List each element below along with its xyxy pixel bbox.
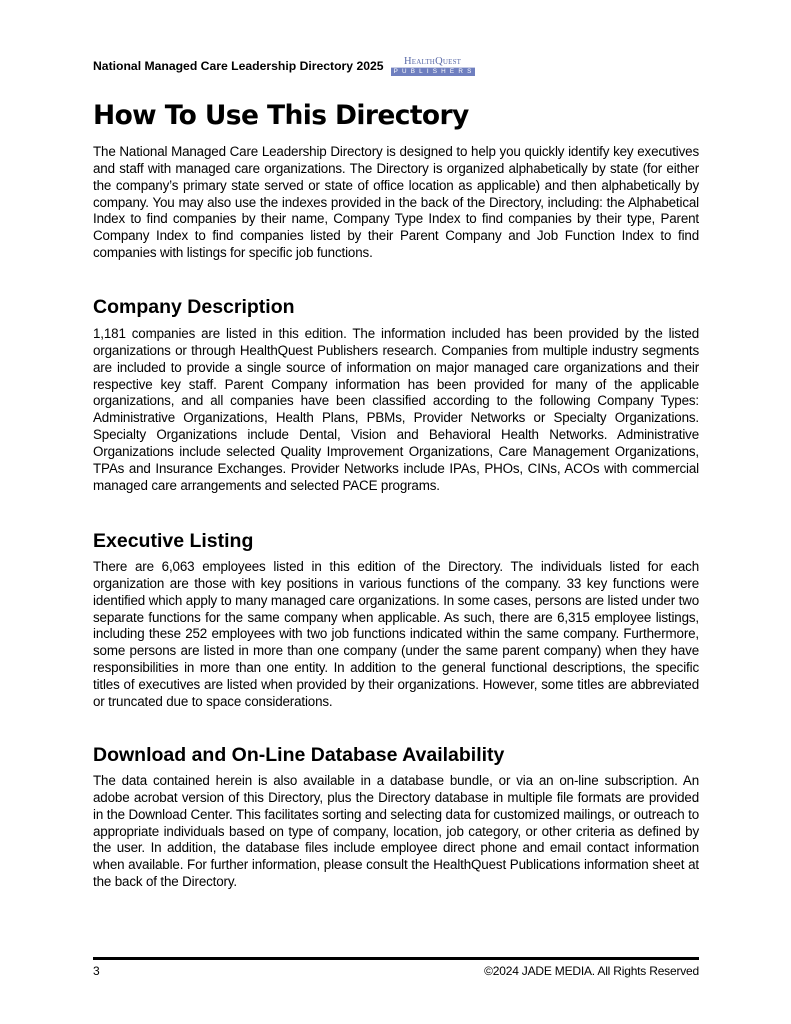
page-number: 3 <box>93 964 100 978</box>
download-database-section <box>93 743 699 891</box>
intro-section <box>93 144 699 262</box>
section-heading: Company Description <box>93 296 295 318</box>
section-heading: Download and On-Line Database Availability <box>93 744 505 766</box>
logo-band: PUBLISHERS <box>391 67 475 76</box>
section-paragraph: 1,181 companies are listed in this edition. The information included has been provided by the listed organizations or through HealthQuest Publishers research. Companies from multiple industry segments are included to provide a single source of information on major managed care organizations and their respective key staff. Parent Company information has been provided for many of the applicable organizations, and all companies have been classified according to the following Company Types: Administrative Organizations, Health Plans, PBMs, Provider Networks or Specialty Organizations. Specialty Organizations include Dental, Vision and Behavioral Health Networks. Administrative Organizations include selected Quality Improvement Organizations, Care Management Organizations, TPAs and Insurance Exchanges. Provider Networks include IPAs, PHOs, CINs, ACOs with commercial managed care arrangements and selected PACE programs. <box>93 326 699 493</box>
page-title: How To Use This Directory <box>93 100 469 131</box>
logo-wordmark: HealthQuest <box>403 56 462 67</box>
healthquest-publishers-logo <box>391 56 475 76</box>
copyright-notice: ©2024 JADE MEDIA. All Rights Reserved <box>484 964 699 978</box>
company-description-section <box>93 295 699 494</box>
footer-divider <box>93 957 699 960</box>
intro-paragraph: The National Managed Care Leadership Directory is designed to help you quickly identify key executives and staff with managed care organizations. The Directory is organized alphabetically by state (for either the company’s primary state served or state of office location as applicable) and then alphabetically by company. You may also use the indexes provided in the back of the Directory, including: the Alphabetical Index to find companies by their name, Company Type Index to find companies by their type, Parent Company Index to find companies listed by their Parent Company and Job Function Index to find companies with listings for specific job functions. <box>93 144 699 261</box>
running-header <box>93 56 475 76</box>
section-paragraph: The data contained herein is also available in a database bundle, or via an on-line subscription. An adobe acrobat version of this Directory, plus the Directory database in multiple file formats are provided in the Download Center. This facilitates sorting and selecting data for customized mailings, or outreach to appropriate individuals based on type of company, location, job category, or other criteria as defined by the user. In addition, the database files include employee direct phone and email contact information when available. For further information, please consult the HealthQuest Publications information sheet at the back of the Directory. <box>93 773 699 890</box>
running-title: National Managed Care Leadership Directory 2025 <box>93 59 384 73</box>
section-paragraph: There are 6,063 employees listed in this edition of the Directory. The individuals listed for each organization are those with key positions in various functions of the company. 33 key functions were identified which apply to many managed care organizations. In some cases, persons are listed under two separate functions for the same company when applicable. As such, there are 6,315 employee listings, including these 252 employees with two job functions indicated within the same company. Furthermore, some persons are listed in more than one company (under the same parent company) when they have responsibilities in more than one entity. In addition to the general functional descriptions, the specific titles of executives are listed when provided by their organizations. However, some titles are abbreviated or truncated due to space considerations. <box>93 559 699 709</box>
executive-listing-section <box>93 529 699 711</box>
section-heading: Executive Listing <box>93 530 254 552</box>
